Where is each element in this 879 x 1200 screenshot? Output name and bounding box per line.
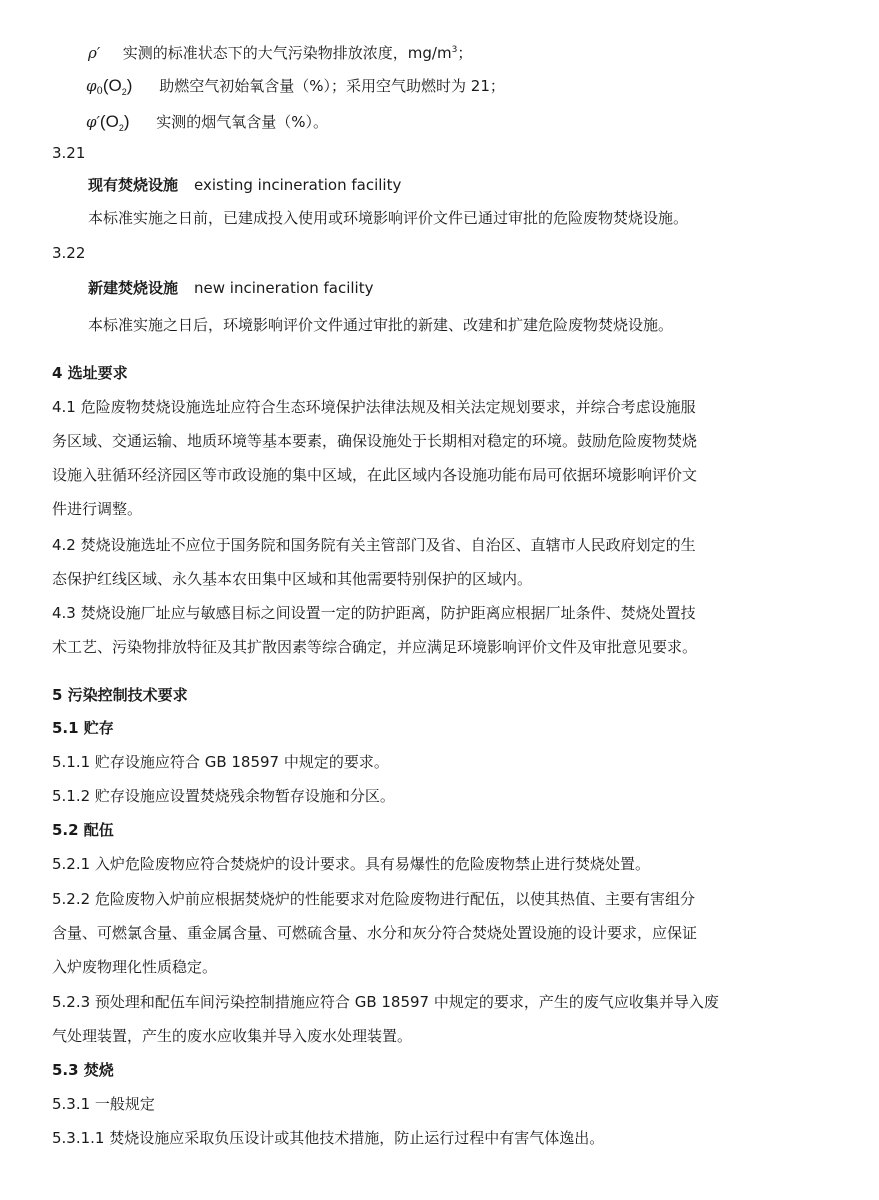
term-definition: 本标准实施之日后，环境影响评价文件通过审批的新建、改建和扩建危险废物焚烧设施。 [88,316,674,334]
unit-superscript: 3 [451,45,458,55]
definition-text: 实测的烟气氧含量（%）。 [156,113,329,131]
term-definition: 本标准实施之日前，已建成投入使用或环境影响评价文件已通过审批的危险废物焚烧设施。 [88,209,689,227]
formula-o2: $(O_2)$ [102,76,133,97]
clause-5-1-2: 5.1.2 贮存设施应设置焚烧残余物暂存设施和分区。 [52,787,395,805]
clause-5-2-3-line: 气处理装置，产生的废水应收集并导入废水处理装置。 [52,1027,413,1045]
symbol-phi-prime: φ′ [86,113,100,131]
formula-o2: $(O_2)$ [99,112,130,133]
term-en: existing incineration facility [194,176,402,194]
clause-5-3-1-1: 5.3.1.1 焚烧设施应采取负压设计或其他技术措施，防止运行过程中有害气体逸出。 [52,1129,605,1147]
definition-tail: ； [457,44,473,62]
clause-5-2-2-line: 含量、可燃氯含量、重金属含量、可燃硫含量、水分和灰分符合焚烧处置设施的设计要求，应保证 [52,924,698,942]
paragraph-4-1-line: 件进行调整。 [52,500,143,518]
section-heading-4: 4 选址要求 [52,364,128,382]
definition-phi-measured [86,112,328,138]
paragraph-4-3-line: 4.3 焚烧设施厂址应与敏感目标之间设置一定的防护距离，防护距离应根据厂址条件、焚烧处置技 [52,604,696,622]
definition-phi0 [86,76,505,102]
subsection-heading-5-2: 5.2 配伍 [52,821,114,839]
section-heading-5: 5 污染控制技术要求 [52,686,188,704]
definition-rho [88,40,472,63]
term-cn: 现有焚烧设施 [88,176,179,194]
term-cn: 新建焚烧设施 [88,279,179,297]
symbol-phi: $\varphi_0$ [86,77,103,97]
term-new-facility [88,278,373,298]
clause-5-2-2-line: 入炉废物理化性质稳定。 [52,958,218,976]
subsection-heading-5-1: 5.1 贮存 [52,719,114,737]
clause-5-2-3-line: 5.2.3 预处理和配伍车间污染控制措施应符合 GB 18597 中规定的要求，产生的废气应收集并导入废 [52,993,719,1011]
section-number-3-21: 3.21 [52,144,86,162]
symbol-rho: ρ′ [88,44,101,62]
section-number-3-22: 3.22 [52,244,86,262]
clause-5-1-1: 5.1.1 贮存设施应符合 GB 18597 中规定的要求。 [52,753,389,771]
clause-5-2-1: 5.2.1 入炉危险废物应符合焚烧炉的设计要求。具有易爆性的危险废物禁止进行焚烧处置。 [52,855,650,873]
paragraph-4-1-line: 设施入驻循环经济园区等市政设施的集中区域，在此区域内各设施功能布局可依据环境影响评价文 [52,466,698,484]
paragraph-4-1-line: 4.1 危险废物焚烧设施选址应符合生态环境保护法律法规及相关法定规划要求，并综合考虑设施服 [52,398,696,416]
definition-text: 实测的标准状态下的大气污染物排放浓度，mg/m [122,44,452,62]
paragraph-4-3-line: 术工艺、污染物排放特征及其扩散因素等综合确定，并应满足环境影响评价文件及审批意见要求。 [52,638,698,656]
paragraph-4-1-line: 务区域、交通运输、地质环境等基本要素，确保设施处于长期相对稳定的环境。鼓励危险废物焚烧 [52,432,698,450]
paragraph-4-2-line: 态保护红线区域、永久基本农田集中区域和其他需要特别保护的区域内。 [52,570,533,588]
paragraph-4-2-line: 4.2 焚烧设施选址不应位于国务院和国务院有关主管部门及省、自治区、直辖市人民政府划定的生 [52,536,696,554]
term-existing-facility [88,175,401,195]
clause-heading-5-3-1: 5.3.1 一般规定 [52,1095,155,1113]
clause-5-2-2-line: 5.2.2 危险废物入炉前应根据焚烧炉的性能要求对危险废物进行配伍，以使其热值、主要有害组分 [52,890,695,908]
definition-text: 助燃空气初始氧含量（%）；采用空气助燃时为 21； [159,77,505,95]
subsection-heading-5-3: 5.3 焚烧 [52,1061,114,1079]
term-en: new incineration facility [194,279,374,297]
